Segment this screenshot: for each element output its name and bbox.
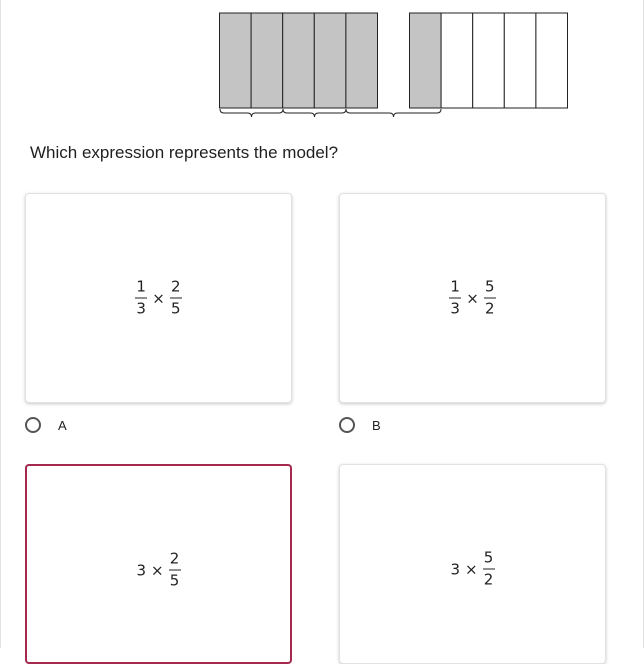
denominator: 5 [171,299,181,318]
option-b-fraction-2 [484,277,496,318]
left-strip-cell-3 [283,13,315,108]
option-b-card[interactable] [339,193,606,403]
fraction-model [0,0,644,140]
option-c-expression [27,549,290,590]
option-b-expression [340,277,605,318]
option-b-radio[interactable] [339,417,355,433]
option-a-label: A [58,417,67,433]
times-sign: × [150,561,164,579]
numerator: 5 [483,548,494,567]
denominator: 2 [483,570,494,589]
denominator: 3 [136,299,146,318]
whole-number: 3 [136,561,146,579]
numerator: 2 [171,277,181,296]
question-text: Which expression represents the model? [30,143,339,162]
times-sign: × [152,289,165,307]
right-strip-cell-3 [473,13,505,108]
left-strip-cell-4 [314,13,346,108]
numerator: 1 [136,277,146,296]
times-sign: × [464,560,478,578]
brace-1 [220,109,283,117]
denominator: 2 [485,299,495,318]
option-c-fraction [169,549,181,590]
times-sign: × [466,289,479,307]
option-b-choice[interactable] [339,417,381,433]
left-strip-cell-2 [251,13,283,108]
option-a-fraction-2 [170,277,182,318]
left-strip-cell-5 [346,13,378,108]
numerator: 5 [485,277,495,296]
option-d-card[interactable] [339,464,606,664]
numerator: 2 [169,549,180,568]
option-a-radio[interactable] [25,417,41,433]
option-d-expression [340,548,605,589]
denominator: 5 [169,571,180,590]
option-c-card[interactable] [25,464,292,664]
right-strip-cell-4 [504,13,536,108]
option-d-fraction [483,548,495,589]
brace-3 [346,109,441,117]
option-b-fraction-1 [449,277,461,318]
option-a-card[interactable] [25,193,292,403]
brace-2 [283,109,346,117]
option-a-fraction-1 [135,277,147,318]
right-strip-cell-1 [410,13,442,108]
whole-number: 3 [450,560,460,578]
right-strip-cell-5 [536,13,568,108]
numerator: 1 [450,277,460,296]
option-a-choice[interactable] [25,417,67,433]
option-a-expression [26,277,291,318]
left-strip-cell-1 [220,13,252,108]
option-b-label: B [372,417,381,433]
right-strip-cell-2 [441,13,473,108]
denominator: 3 [450,299,460,318]
